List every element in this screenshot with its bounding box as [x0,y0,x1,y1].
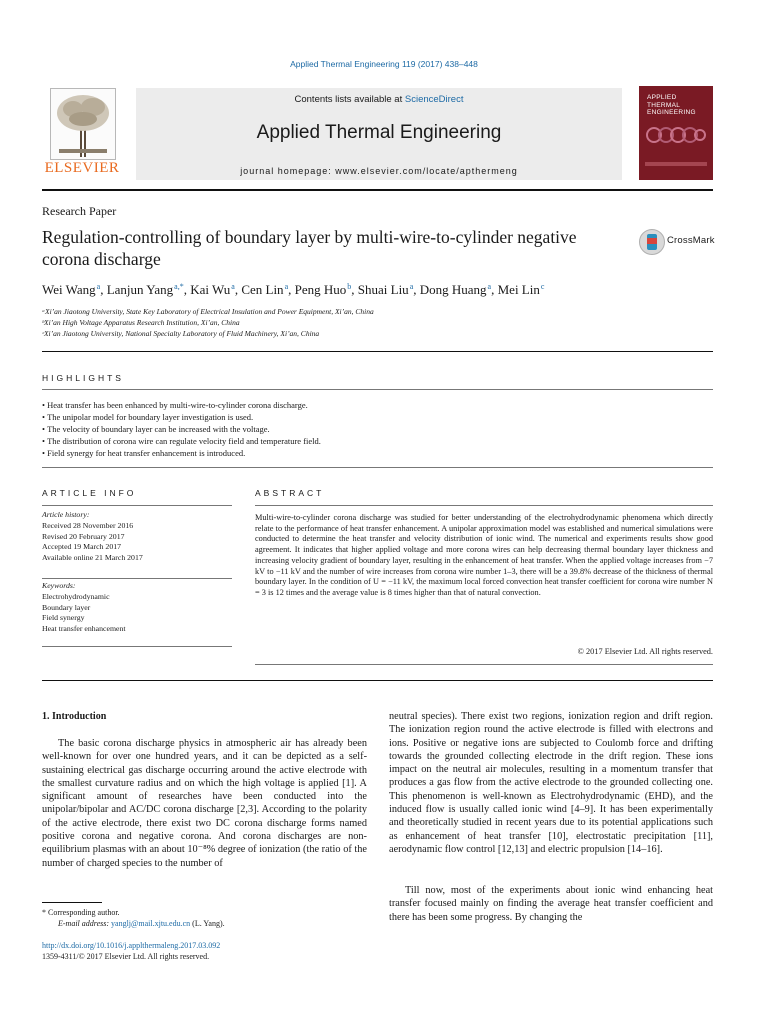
author-affiliation-marker[interactable]: a,* [174,282,184,291]
affiliation-b: ᵇXi’an High Voltage Apparatus Research Institution, Xi’an, China [42,318,240,327]
author-affiliation-marker[interactable]: a [487,282,492,291]
author-name: Mei Lin [497,282,540,297]
issn-copyright: 1359-4311/© 2017 Elsevier Ltd. All rights reserved. [42,952,210,961]
journal-cover [639,86,713,180]
paper-title: Regulation-controlling of boundary layer by multi-wire-to-cylinder negative corona discharge [42,227,577,269]
section-heading-introduction: 1. Introduction [42,711,107,722]
author-name: Peng Huo [294,282,347,297]
abstract-divider-bottom [255,664,713,665]
article-info-divider [42,505,232,506]
history-revised: Revised 20 February 2017 [42,531,125,541]
keyword: Heat transfer enhancement [42,624,126,634]
author [498,282,545,297]
affiliations [42,306,713,339]
highlights-list [42,399,713,459]
highlight-item: • Field synergy for heat transfer enhancement is introduced. [42,447,713,459]
author: Peng Huo$^b$, [294,282,358,297]
author-name: Shuai Liu [357,282,409,297]
article-type: Research Paper [42,204,117,218]
highlights-divider-bottom [42,467,713,468]
elsevier-wordmark: ELSEVIER [44,160,120,176]
author-name: Wei Wang [42,282,96,297]
author-affiliation-marker[interactable]: a [96,282,101,291]
author-list [42,282,713,298]
author-name: Lanjun Yang [106,282,174,297]
email-line [42,918,372,929]
author-affiliation-marker[interactable]: a [284,282,289,291]
history-received: Received 28 November 2016 [42,520,134,530]
email-suffix: (L. Yang). [190,919,225,928]
elsevier-tree-emblem [50,88,116,160]
author-affiliation-marker[interactable]: a [409,282,414,291]
section-divider [42,351,713,352]
email-link[interactable]: yanglj@mail.xjtu.edu.cn [111,919,191,928]
author: Shuai Liu$^a$, [357,282,420,297]
highlights-heading: HIGHLIGHTS [42,373,124,383]
keyword: Field synergy [42,613,85,623]
abstract-divider [255,505,713,506]
history-online: Available online 21 March 2017 [42,553,143,563]
header-divider [42,189,713,191]
highlights-divider [42,389,713,390]
body-text-left-column: The basic corona discharge physics in atmospheric air has already been well-known for over one hundred years, and it can be depicted as a self-sustaining electrical gas discharge occurring around the active electrode with the smallest curvature radius and on which the high voltage is applied [1]. A significant amount of researches have been conducted into the unipolar/bipolar and AC/DC corona discharge [2,3]. According to the polarity of the active electrode, there exist two DC corona discharge forms named positive corona and negative corona. And corona discharges are non-equilibrium plasmas with an about 10⁻⁸% degree of ionization (the ratio of the number of charged species to the number of [42,738,367,869]
contents-prefix: Contents lists available at [294,94,405,105]
highlight-item: • The unipolar model for boundary layer investigation is used. [42,411,713,423]
affiliation-a: ᵃXi’an Jiaotong University, State Key Laboratory of Electrical Insulation and Power Equipment, Xi’an, China [42,307,374,316]
author: Kai Wu$^a$, [190,282,242,297]
author: Cen Lin$^a$, [241,282,295,297]
article-info-heading: ARTICLE INFO [42,488,137,498]
body-divider [42,680,713,681]
journal-reference[interactable]: Applied Thermal Engineering 119 (2017) 438–448 [290,59,478,69]
journal-name: Applied Thermal Engineering [256,122,502,143]
doi-block [42,940,372,962]
email-label: E-mail address: [58,919,112,928]
author-name: Kai Wu [190,282,231,297]
crossmark-label: CrossMark [667,235,715,246]
highlight-item: • The distribution of corona wire can regulate velocity field and temperature field. [42,435,713,447]
cover-title: APPLIED THERMAL ENGINEERING [647,94,696,116]
author-affiliation-marker[interactable]: c [540,282,545,291]
crossmark-icon [639,229,665,255]
keyword: Electrohydrodynamic [42,591,110,601]
abstract-heading: ABSTRACT [255,488,325,498]
cover-footer-band [645,162,707,166]
body-text-right-column: neutral species). There exist two regions, ionization region and drift region. The ionization region round the active electrode is filled with electrons and ions. Positive or negative ions are subjected to Coulomb force and drifting towards the grounded collecting electrode in the drift region. These ions impact on the neutral air molecules, resulting in a momentum transfer that produces a gas flow from the active electrode to the grounded collecting one. This phenomenon is well-known as Electrohydrodynamic (EHD), and the induced flow is usually called ionic wind [4–9]. It has been experimentally and theoretically studied in recent years due to its potential applications such as enhancement of heat transfer [10], electrostatic precipitation [11], aerodynamic flow control [12,13] and electric propulsion [14–16]. [389,711,713,855]
history-label: Article history: [42,510,90,519]
author-name: Dong Huang [419,282,487,297]
keywords-divider [42,578,232,579]
keyword: Boundary layer [42,602,91,612]
journal-banner [136,88,622,180]
affiliation-c: ᶜXi’an Jiaotong University, National Specialty Laboratory of Fluid Machinery, Xi’an, China [42,329,320,338]
elsevier-logo [42,88,122,180]
body-text-right-column-paragraph: Till now, most of the experiments about ionic wind enhancing heat transfer focused mainly on finding the average heat transfer coefficient and there has been some progress. By changing the [389,885,713,923]
article-history [42,510,232,564]
abstract-text: Multi-wire-to-cylinder corona discharge was studied for better understanding of the electrohydrodynamic phenomena which directly relate to the performance of heat transfer enhancement. A unipolar approximation model was established and numerical simulations were conducted to determine the heat transfer and velocity distribution of ionic wind. The numerical and experiments results show good agreement. It indicates that higher applied voltage and more corona wires can help decreasing thermal boundary layer thickness and increasing velocity gradient of boundary layer, resulting in the enhancement of heat transfer. When the applied voltage increases from −7 kV to −11 kV and the number of wire increases from corona wire number 1–3, there will be a 39.8% decrease of the thickness of thermal boundary layer. In the condition of U = −11 kV, the maximum local forced convection heat transfer coefficient for corona wire number N = 3 is 12 times and the average value is 8 times higher than that of natural convection. [255,513,713,597]
doi-link[interactable]: http://dx.doi.org/10.1016/j.applthermaleng.2017.03.092 [42,941,221,950]
cover-artwork [645,126,707,144]
history-accepted: Accepted 19 March 2017 [42,542,122,552]
journal-homepage[interactable]: journal homepage: www.elsevier.com/locate/apthermeng [240,166,518,176]
highlight-item: • The velocity of boundary layer can be increased with the voltage. [42,423,713,435]
footnote [42,907,372,929]
contents-line [136,94,622,105]
abstract-copyright: © 2017 Elsevier Ltd. All rights reserved. [577,647,713,656]
author-name: Cen Lin [241,282,284,297]
author: Lanjun Yang$^{a,*}$, [106,282,191,297]
keywords-label: Keywords: [42,581,76,590]
highlight-item: • Heat transfer has been enhanced by multi-wire-to-cylinder corona discharge. [42,399,713,411]
author: Dong Huang$^a$, [419,282,498,297]
article-info-divider-bottom [42,646,232,647]
author: Wei Wang$^a$, [42,282,107,297]
author-affiliation-marker[interactable]: a [231,282,235,291]
tree-icon [51,89,115,159]
keywords [42,581,232,635]
footnote-divider [42,902,102,903]
crossmark-button[interactable] [639,229,719,257]
sciencedirect-link[interactable]: ScienceDirect [404,94,464,105]
corresponding-author-note: * Corresponding author. [42,908,120,917]
author-affiliation-marker[interactable]: b [347,282,352,291]
